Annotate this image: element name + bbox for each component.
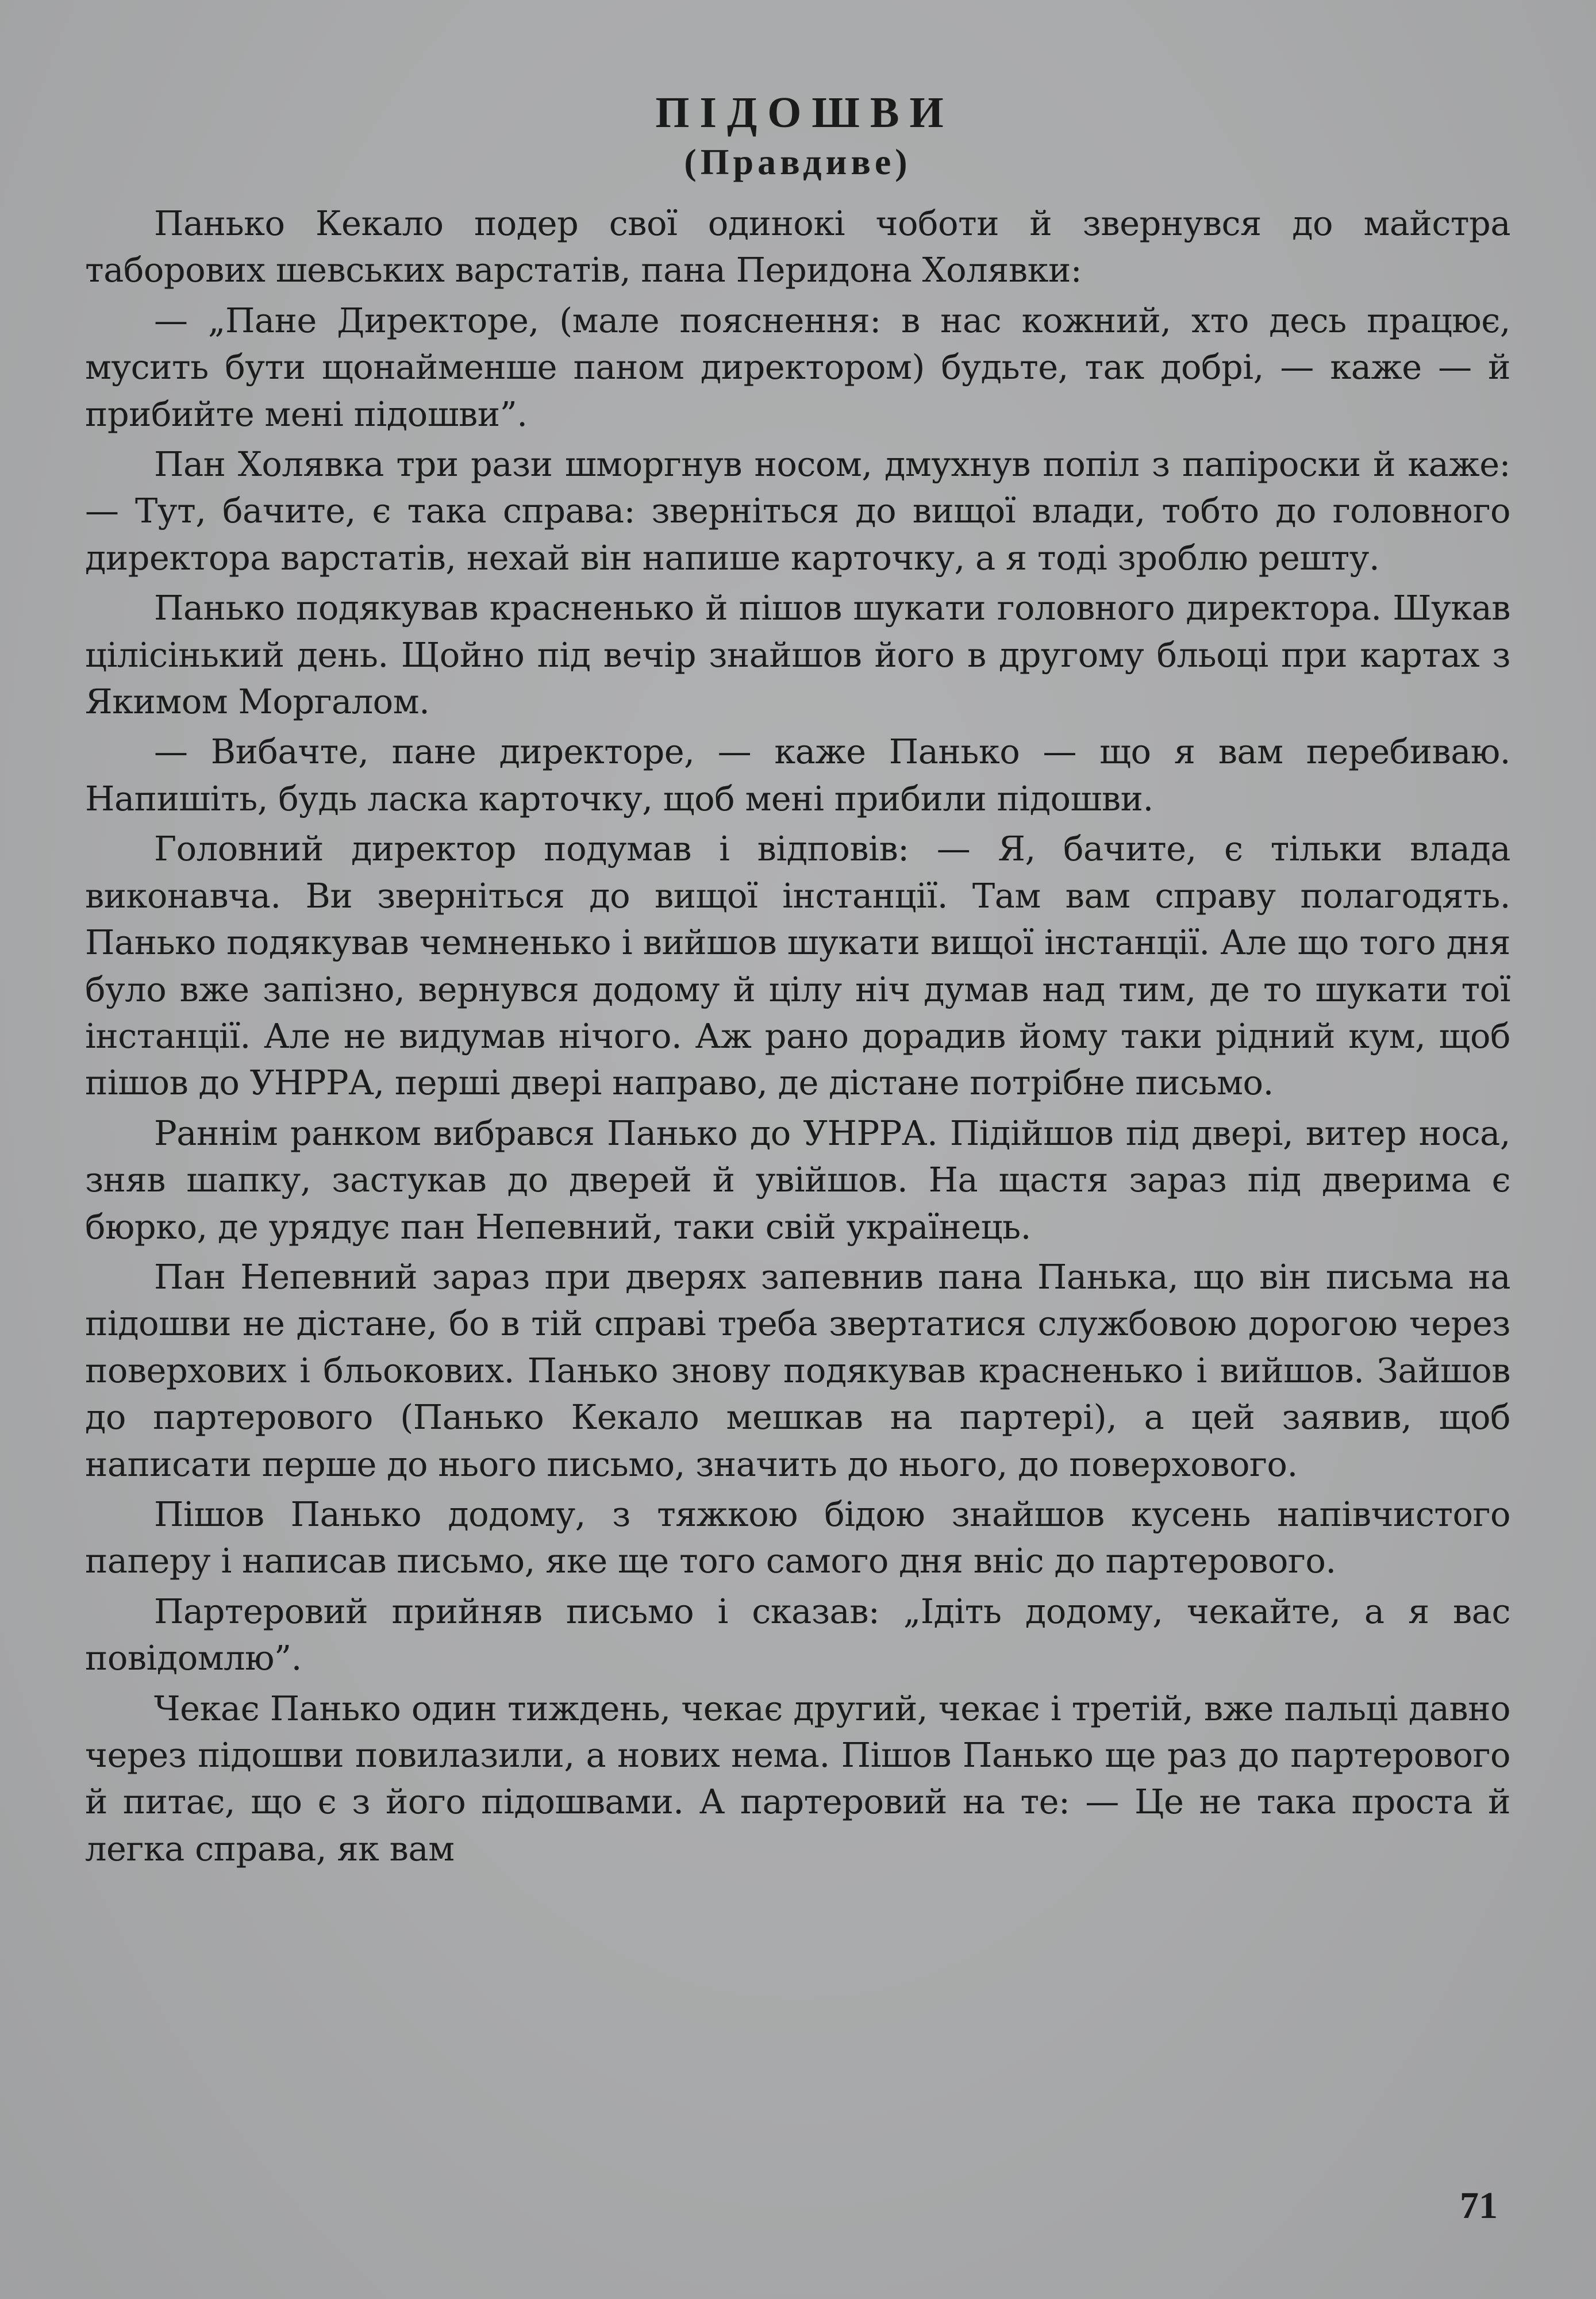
paragraph: — Вибачте, пане директоре, — каже Панько — що я вам перебиваю. Напишіть, будь ласка карточку, щоб мені прибили підошви. — [85, 732, 1510, 818]
paragraph: Панько Кекало подер свої одинокі чоботи й звернувся до майстра таборових шевських варстатів, пана Перидона Холявки: — [85, 203, 1510, 290]
page-content — [85, 86, 1510, 1875]
paragraph: Пішов Панько додому, з тяжкою бідою знайшов кусень напівчистого паперу і написав письмо, яке ще того самого дня вніс до партерового. — [85, 1494, 1510, 1581]
paragraph: Партеровий прийняв письмо і сказав: „Ідіть додому, чекайте, а я вас повідомлю”. — [85, 1591, 1510, 1678]
paragraph: Раннім ранком вибрався Панько до УНРРА. Підійшов під двері, витер носа, зняв шапку, застукав до дверей й увійшов. На щастя зараз під дверима є бюрко, де урядує пан Непевний, таки свій українець. — [85, 1113, 1510, 1247]
page-number: 71 — [1460, 2185, 1498, 2227]
paragraph: Панько подякував красненько й пішов шукати головного директора. Шукав цілісінький день. Щойно під вечір знайшов його в другому бльоці при картах з Якимом Моргалом. — [85, 588, 1510, 722]
story-title: ПІДОШВИ — [655, 89, 954, 137]
paragraph: — „Пане Директоре, (мале пояснення: в нас кожний, хто десь працює, мусить бути щонайменше паном директором) будьте, так добрі, — каже — й прибийте мені підошви”. — [85, 300, 1510, 434]
story-subtitle: (Правдиве) — [684, 141, 912, 182]
paragraph: Чекає Панько один тиждень, чекає другий, чекає і третій, вже пальці давно через підошви повилазили, а нових нема. Пішов Панько ще раз до партерового й питає, що є з його підошвами. А партеровий на те: — Це не така проста й легка справа, як вам — [85, 1688, 1510, 1869]
paragraph: Пан Непевний зараз при дверях запевнив пана Панька, що він письма на підошви не дістане, бо в тій справі треба звертатися службовою дорогою через поверхових і бльокових. Панько знову подякував красненько і вийшов. Зайшов до партерового (Панько Кекало мешкав на партері), а цей заявив, щоб написати перше до нього письмо, значить до нього, до поверхового. — [85, 1256, 1510, 1484]
paragraph: Пан Холявка три рази шморгнув носом, дмухнув попіл з папіроски й каже: — Тут, бачите, є така справа: зверніться до вищої влади, тобто до головного директора варстатів, нехай він напише карточку, а я тоді зроблю решту. — [85, 444, 1510, 578]
paragraph: Головний директор подумав і відповів: — Я, бачите, є тільки влада виконавча. Ви зверніться до вищої інстанції. Там вам справу полагодять. Панько подякував чемненько і вийшов шукати вищої інстанції. Але що того дня було вже запізно, вернувся додому й цілу ніч думав над тим, де то шукати тої інстанції. Але не видумав нічого. Аж рано дорадив йому таки рідний кум, щоб пішов до УНРРА, перші двері направо, де дістане потрібне письмо. — [85, 829, 1510, 1103]
